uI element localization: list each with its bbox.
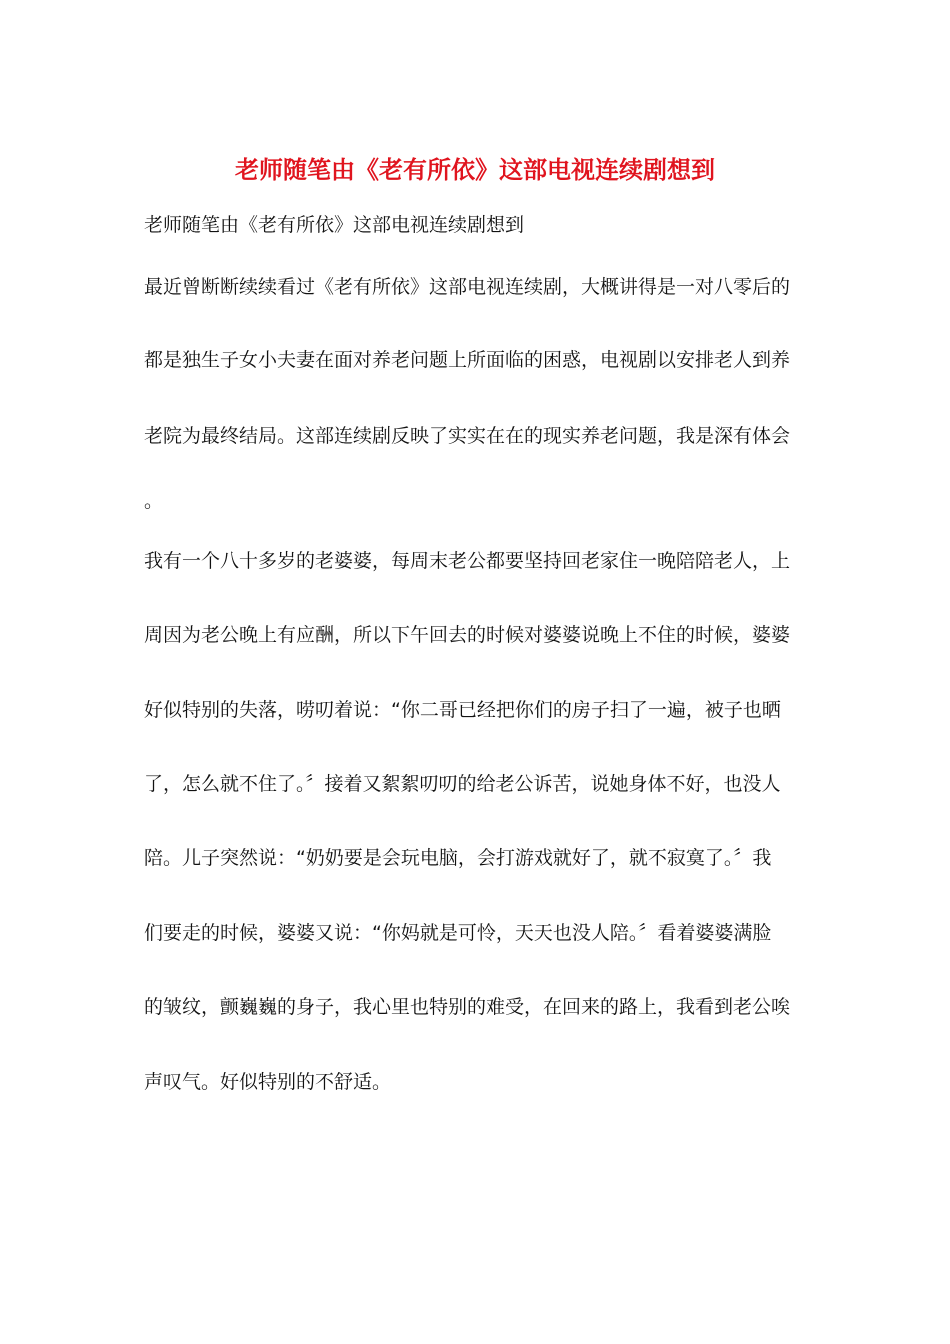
paragraph-line: 最近曾断断续续看过《老有所依》这部电视连续剧，大概讲得是一对八零后的 [144,276,791,298]
paragraph-line: 我有一个八十多岁的老婆婆，每周末老公都要坚持回老家住一晚陪陪老人，上 [144,550,791,572]
paragraph-line: 们要走的时候，婆婆又说：“你妈就是可怜，天天也没人陪。〞看着婆婆满脸 [144,922,772,944]
document-title: 老师随笔由《老有所依》这部电视连续剧想到 [235,155,715,184]
paragraph-line: 老院为最终结局。这部连续剧反映了实实在在的现实养老问题，我是深有体会 [144,425,791,447]
paragraph-line: 都是独生子女小夫妻在面对养老问题上所面临的困惑，电视剧以安排老人到养 [144,349,791,371]
paragraph-line: 陪。儿子突然说：“奶奶要是会玩电脑，会打游戏就好了，就不寂寞了。〞我 [144,847,772,869]
paragraph-line: 了，怎么就不住了。〞接着又絮絮叨叨的给老公诉苦，说她身体不好，也没人 [144,773,781,795]
paragraph-line: 周因为老公晚上有应酬，所以下午回去的时候对婆婆说晚上不住的时候，婆婆 [144,624,791,646]
paragraph-line: 好似特别的失落，唠叨着说：“你二哥已经把你们的房子扫了一遍，被子也晒 [144,699,781,721]
paragraph-line: 声叹气。好似特别的不舒适。 [144,1071,392,1093]
document-subtitle: 老师随笔由《老有所依》这部电视连续剧想到 [144,214,525,236]
paragraph-line: 的皱纹，颤巍巍的身子，我心里也特别的难受，在回来的路上，我看到老公唉 [144,996,791,1018]
paragraph-line: 。 [144,490,164,512]
